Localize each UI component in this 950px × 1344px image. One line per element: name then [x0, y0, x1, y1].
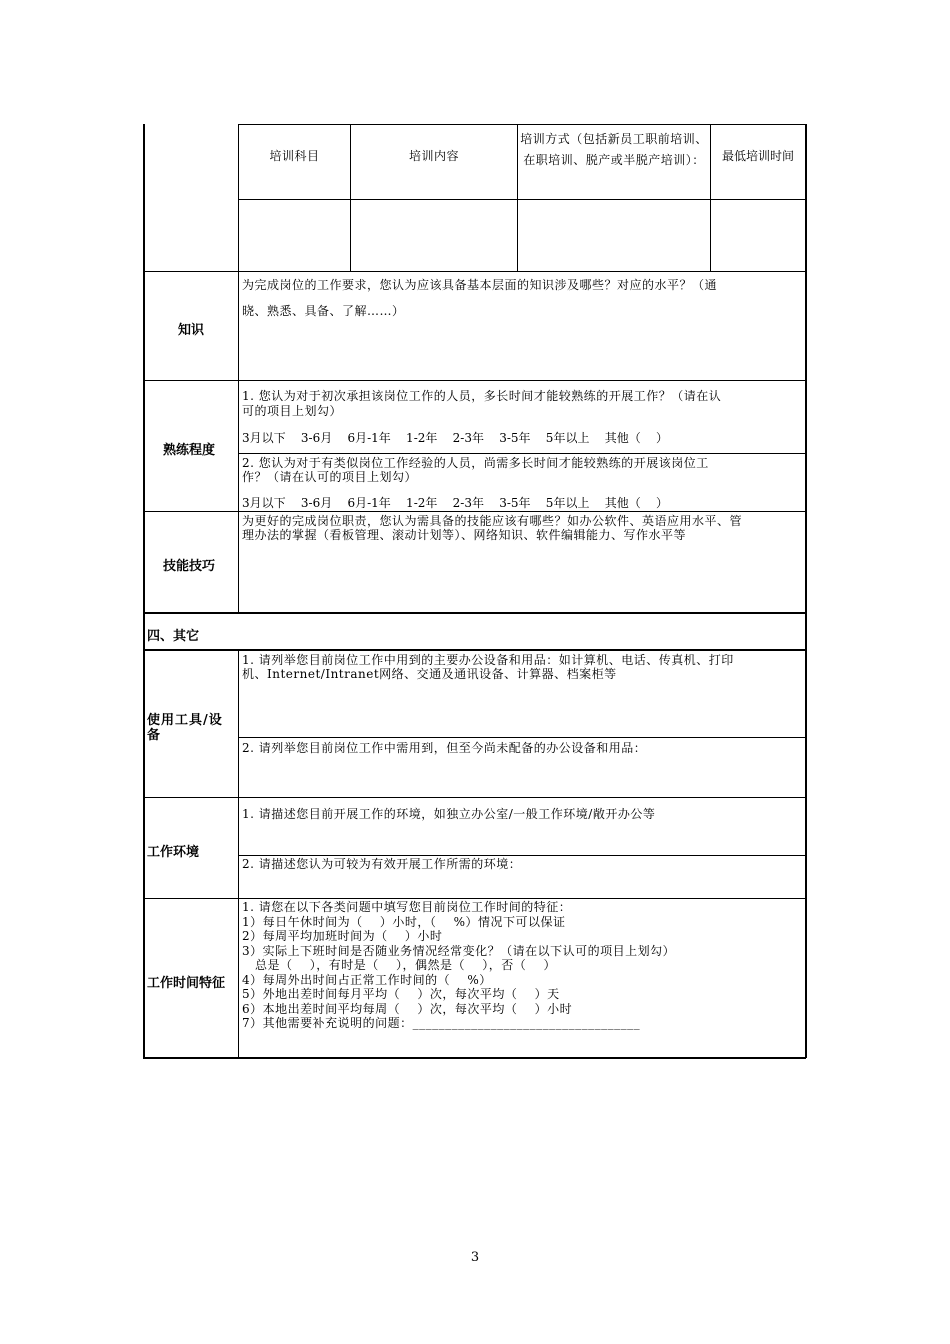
worktime-line: 4）每周外出时间占正常工作时间的（ %） — [242, 972, 492, 987]
header-min-training-time: 最低培训时间 — [721, 149, 794, 163]
section-title: 四、其它 — [147, 629, 200, 644]
worktime-line: 7）其他需要补充说明的问题：___________________________________ — [242, 1016, 641, 1030]
training-method-cell[interactable] — [518, 200, 710, 271]
tools-label-line2: 备 — [147, 728, 161, 743]
skills-text-line2: 理办法的掌握（看板管理、滚动计划等）、网络知识、软件编辑能力、写作水平等 — [242, 528, 687, 542]
proficiency-q1-line2: 可的项目上划勾） — [242, 404, 343, 418]
min-training-time-cell[interactable] — [711, 200, 805, 271]
environment-q1: 1. 请描述您目前开展工作的环境，如独立办公室/一般工作环境/敞开办公等 — [242, 807, 656, 821]
worktime-line: 5）外地出差时间每月平均（ ）次，每次平均（ ）天 — [242, 987, 560, 1001]
environment-q2: 2. 请描述您认为可较为有效开展工作所需的环境： — [242, 857, 522, 871]
knowledge-label: 知识 — [178, 323, 205, 338]
worktime-line: 2）每周平均加班时间为（ ）小时 — [242, 929, 443, 943]
worktime-line: 总是（ ），有时是（ ），偶然是（ ），否（ ） — [242, 958, 556, 972]
header-training-content: 培训内容 — [408, 149, 459, 163]
tools-q2: 2. 请列举您目前岗位工作中需用到，但至今尚未配备的办公设备和用品： — [242, 741, 647, 755]
environment-label: 工作环境 — [147, 845, 200, 860]
proficiency-q2-options[interactable]: 3月以下 3-6月 6月-1年 1-2年 2-3年 3-5年 5年以上 其他（ ） — [242, 496, 668, 510]
skills-text-line1: 为更好的完成岗位职责，您认为需具备的技能应该有哪些？如办公软件、英语应用水平、管 — [242, 514, 743, 528]
proficiency-q1-options[interactable]: 3月以下 3-6月 6月-1年 1-2年 2-3年 3-5年 5年以上 其他（ ） — [242, 431, 668, 445]
knowledge-text-line2: 晓、熟悉、具备、了解……） — [242, 304, 405, 318]
tools-label-line1: 使用工具/设 — [147, 713, 223, 728]
proficiency-q2-line1: 2. 您认为对于有类似岗位工作经验的人员，尚需多长时间才能较熟练的开展该岗位工 — [242, 456, 709, 470]
skills-label: 技能技巧 — [163, 559, 216, 574]
header-training-method: 培训方式（包括新员工职前培训、在职培训、脱产或半脱产培训）： — [520, 132, 708, 167]
worktime-line: 3）实际上下班时间是否随业务情况经常变化？（请在以下认可的项目上划勾） — [242, 943, 676, 958]
tools-q1-line1: 1. 请列举您目前岗位工作中用到的主要办公设备和用品：如计算机、电话、传真机、打印 — [242, 653, 734, 667]
tools-q1-line2: 机、Internet/Intranet网络、交通及通讯设备、计算器、档案柜等 — [242, 667, 617, 681]
worktime-line: 6）本地出差时间平均每周（ ）次，每次平均（ ）小时 — [242, 1001, 573, 1016]
worktime-label: 工作时间特征 — [147, 976, 226, 991]
header-training-subject: 培训科目 — [269, 149, 320, 163]
worktime-line: 1）每日午休时间为（ ）小时，（ %）情况下可以保证 — [242, 914, 566, 929]
page-number: 3 — [470, 1250, 480, 1265]
knowledge-text-line1: 为完成岗位的工作要求，您认为应该具备基本层面的知识涉及哪些？对应的水平？（通 — [242, 278, 718, 292]
proficiency-q1-line1: 1. 您认为对于初次承担该岗位工作的人员，多长时间才能较熟练的开展工作？（请在认 — [242, 389, 722, 403]
proficiency-label: 熟练程度 — [163, 443, 216, 458]
worktime-line: 1. 请您在以下各类问题中填写您目前岗位工作时间的特征： — [242, 900, 572, 914]
proficiency-q2-line2: 作？（请在认可的项目上划勾） — [242, 470, 418, 484]
training-subject-cell[interactable] — [239, 200, 350, 271]
training-content-cell[interactable] — [351, 200, 517, 271]
